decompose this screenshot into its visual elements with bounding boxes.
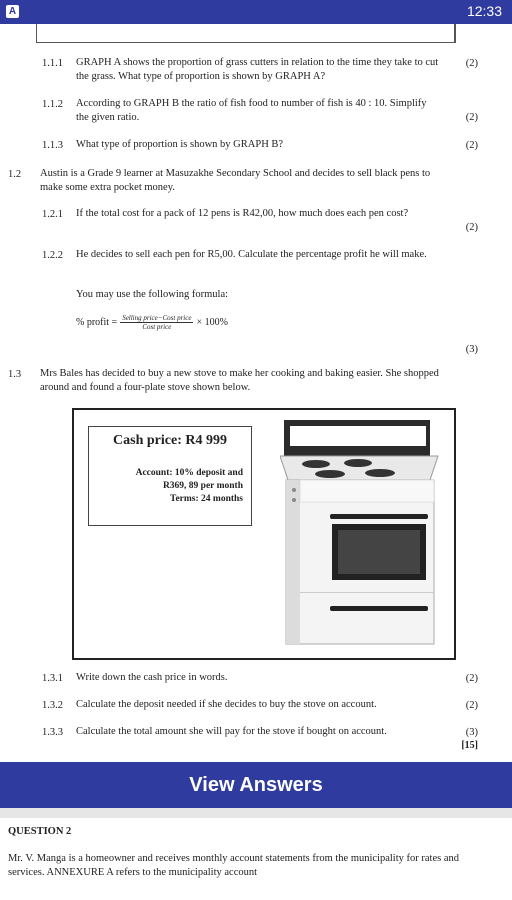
question-text: If the total cost for a pack of 12 pens is R42,00, how much does each pen cost?	[76, 208, 409, 219]
question-number: 1.3.2	[42, 700, 63, 711]
app-icon: A	[6, 5, 19, 18]
formula-intro: You may use the following formula:	[76, 289, 229, 300]
question-text: Write down the cash price in words.	[76, 672, 228, 683]
question-number: 1.3	[8, 369, 22, 380]
account-terms	[136, 467, 243, 506]
formula-rhs: × 100%	[196, 317, 228, 328]
account-line: Terms: 24 months	[169, 494, 243, 504]
divider	[0, 808, 512, 818]
question-marks: (2)	[465, 700, 478, 711]
question-text: According to GRAPH B the ratio of fish food to number of fish is 40 : 10. Simplify the given ratio.	[76, 98, 427, 123]
view-answers-button[interactable]: View Answers	[0, 762, 512, 808]
question-2-title: QUESTION 2	[8, 826, 72, 837]
question-text: Calculate the total amount she will pay for the stove if bought on account.	[76, 726, 387, 737]
divider	[454, 24, 455, 42]
previous-graph-frame	[36, 24, 456, 43]
section-total: [15]	[461, 740, 478, 751]
question-number: 1.1.1	[42, 58, 63, 69]
question-number: 1.2.2	[42, 250, 63, 261]
price-box	[88, 426, 252, 526]
question-marks: (2)	[465, 222, 478, 233]
question-text: He decides to sell each pen for R5,00. Calculate the percentage profit he will make.	[76, 249, 427, 260]
clock: 12:33	[466, 3, 502, 19]
profit-formula	[76, 314, 228, 331]
question-marks: (2)	[465, 112, 478, 123]
stove-advert-image	[72, 408, 456, 660]
cash-price: Cash price: R4 999	[113, 433, 227, 448]
formula-lhs: % profit =	[76, 317, 118, 328]
formula-fraction	[120, 314, 193, 331]
status-bar	[0, 0, 512, 24]
question-text: GRAPH A shows the proportion of grass cutters in relation to the time they take to cut the grass. What type of proportion is shown by GRAPH A?	[76, 57, 439, 82]
account-line: R369, 89 per month	[162, 481, 243, 491]
question-marks: (3)	[465, 727, 478, 738]
question-number: 1.2	[8, 169, 22, 180]
question-marks: (3)	[465, 344, 478, 355]
question-marks: (2)	[465, 140, 478, 151]
question-text: Austin is a Grade 9 learner at Masuzakhe Secondary School and decides to sell black pens to make some extra pocket money.	[40, 168, 431, 193]
question-number: 1.2.1	[42, 209, 63, 220]
formula-numerator: Selling price−Cost price	[122, 314, 192, 322]
question-marks: (2)	[465, 58, 478, 69]
stove-illustration	[280, 416, 442, 648]
account-line: Account: 10% deposit and	[135, 468, 243, 478]
question-text: Calculate the deposit needed if she decides to buy the stove on account.	[76, 699, 377, 710]
question-text: What type of proportion is shown by GRAPH B?	[76, 139, 284, 150]
question-text: Mrs Bales has decided to buy a new stove to make her cooking and baking easier. She shopped around and found a four-plate stove shown below.	[40, 368, 439, 393]
question-2-text: Mr. V. Manga is a homeowner and receives monthly account statements from the municipality for rates and services. ANNEXURE A refers to the municipality account	[8, 853, 459, 878]
question-number: 1.1.3	[42, 140, 63, 151]
question-number: 1.1.2	[42, 99, 63, 110]
formula-denominator: Cost price	[142, 323, 172, 331]
question-number: 1.3.3	[42, 727, 63, 738]
question-marks: (2)	[465, 673, 478, 684]
question-number: 1.3.1	[42, 673, 63, 684]
